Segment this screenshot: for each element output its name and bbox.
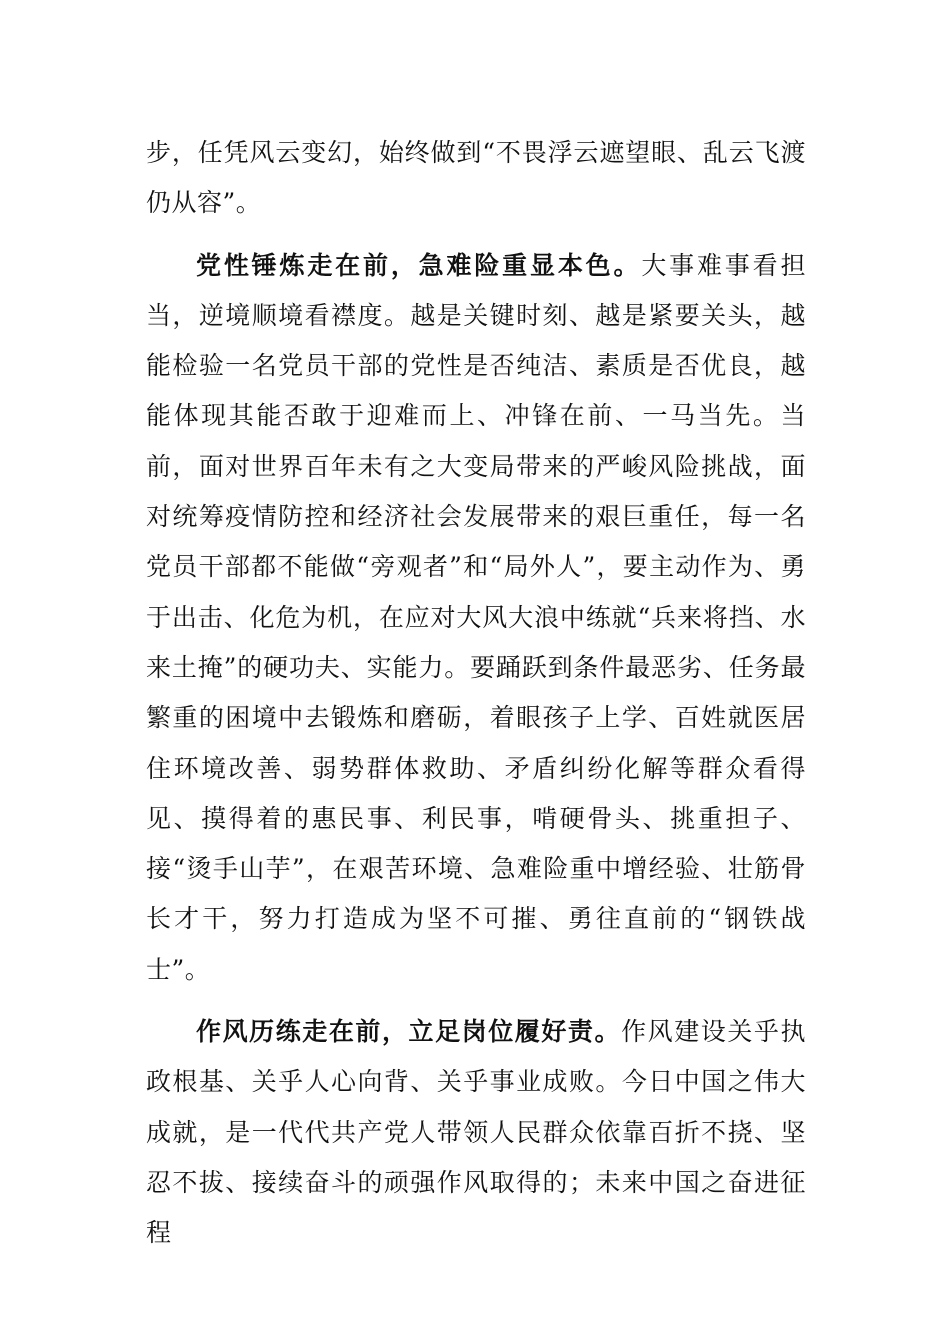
paragraph-text: 大事难事看担当，逆境顺境看襟度。越是关键时刻、越是紧要关头，越能检验一名党员干部的党性是否纯洁、素质是否优良，越能体现其能否敢于迎难而上、冲锋在前、一马当先。当前，面对世界百年未有之大变局带来的严峻风险挑战，面对统筹疫情防控和经济社会发展带来的艰巨重任，每一名党员干部都不能做“旁观者”和“局外人”，要主动作为、勇于出击、化危为机，在应对大风大浪中练就“兵来将挡、水来土掩”的硬功夫、实能力。要踊跃到条件最恶劣、任务最繁重的困境中去锻炼和磨砺，着眼孩子上学、百姓就医居住环境改善、弱势群体救助、矛盾纠纷化解等群众看得见、摸得着的惠民事、利民事，啃硬骨头、挑重担子、接“烫手山芋”，在艰苦环境、急难险重中增经验、壮筋骨长才干，努力打造成为坚不可摧、勇往直前的“钢铁战士”。 (146, 250, 806, 984)
paragraph-continuation (146, 128, 806, 229)
document-body (146, 128, 806, 1259)
paragraph-heading: 作风历练走在前，立足岗位履好责。 (196, 1017, 622, 1047)
paragraph-spacer (146, 229, 806, 241)
paragraph-heading: 党性锤炼走在前，急难险重显本色。 (196, 250, 642, 280)
paragraph-work-style (146, 1007, 806, 1258)
paragraph-text: 作风建设关乎执政根基、关乎人心向背、关乎事业成败。今日中国之伟大成就，是一代代共产党人带领人民群众依靠百折不挠、坚忍不拔、接续奋斗的顽强作风取得的；未来中国之奋进征程 (146, 1017, 806, 1248)
paragraph-party-spirit (146, 241, 806, 995)
paragraph-text: 步，任凭风云变幻，始终做到“不畏浮云遮望眼、乱云飞渡仍从容”。 (146, 138, 806, 218)
paragraph-spacer (146, 995, 806, 1007)
